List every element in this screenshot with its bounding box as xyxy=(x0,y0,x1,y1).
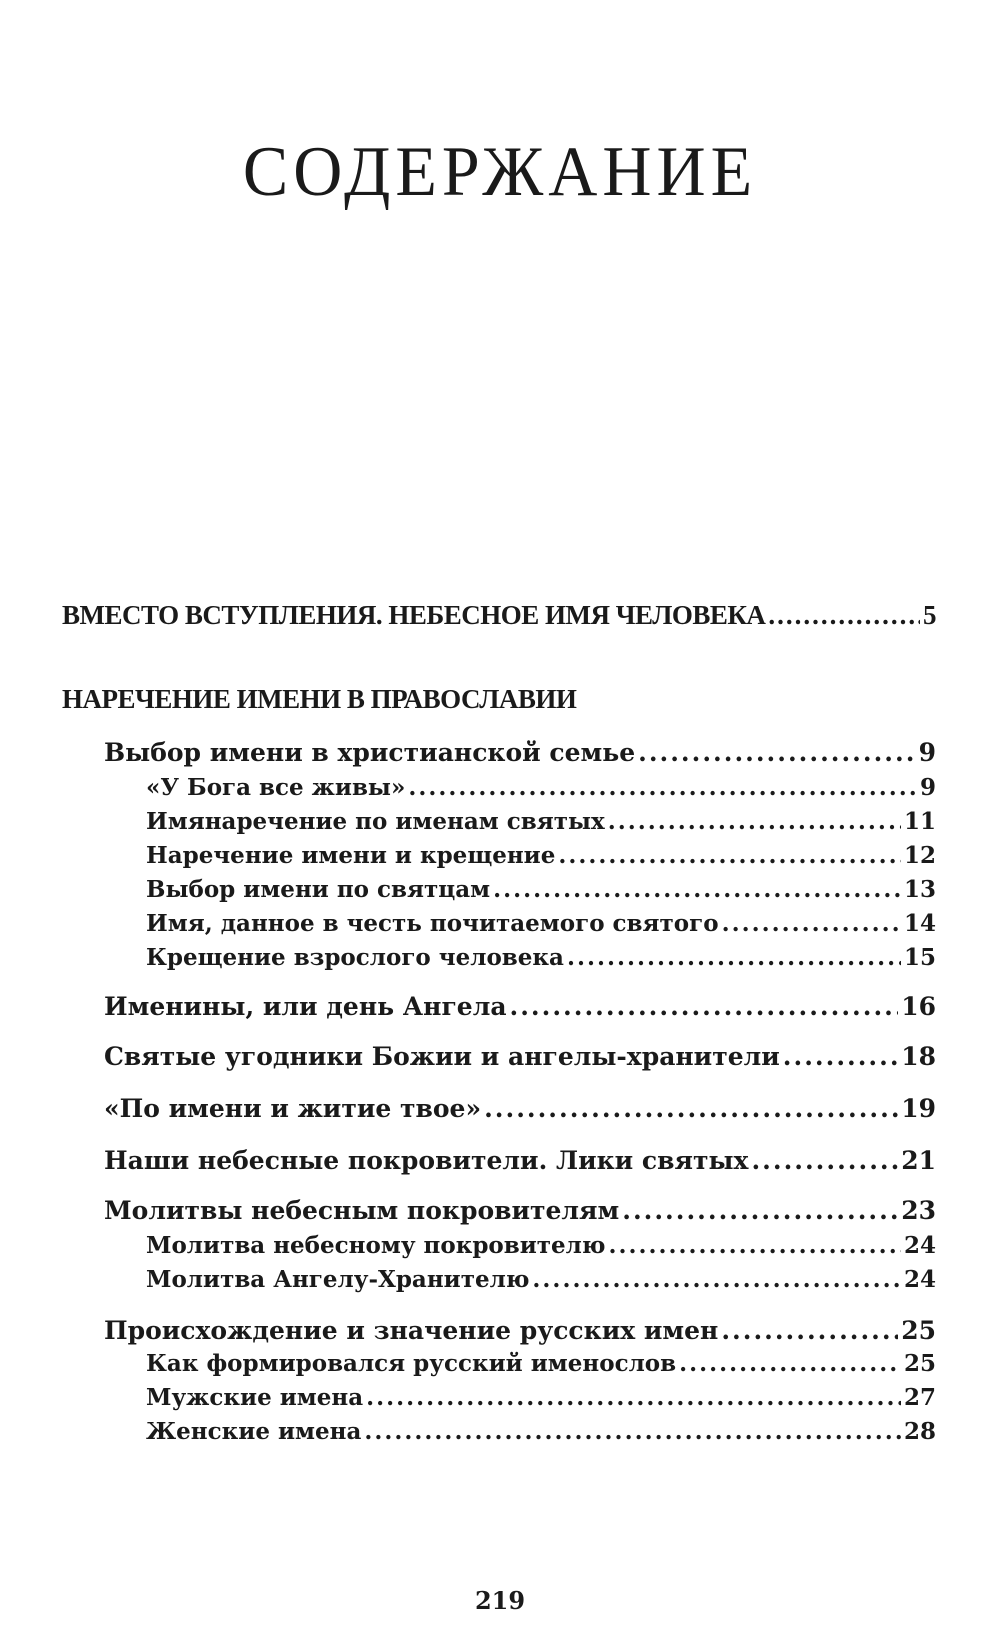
toc-entry-page: 24 xyxy=(903,1266,936,1293)
toc-entry-page: 28 xyxy=(903,1418,936,1445)
dot-leader xyxy=(558,842,901,869)
toc-entry-label: Как формировался русский именослов xyxy=(146,1350,677,1377)
toc-entry[interactable] xyxy=(146,1266,936,1293)
toc-entry-label: Молитва небесному покровителю xyxy=(146,1232,606,1259)
toc-entry-page: 9 xyxy=(919,774,936,801)
toc-entry[interactable] xyxy=(104,1196,936,1225)
toc-entry-page: 13 xyxy=(903,876,936,903)
toc-entry-label: Молитва Ангелу-Хранителю xyxy=(146,1266,530,1293)
dot-leader xyxy=(532,1266,901,1293)
dot-leader xyxy=(364,1418,901,1445)
dot-leader xyxy=(768,600,920,631)
dot-leader xyxy=(622,1196,898,1225)
toc-entry-page: 5 xyxy=(923,600,936,630)
toc-entry[interactable] xyxy=(146,842,936,869)
toc-entry-page: 11 xyxy=(903,808,936,835)
toc-entry-page: 27 xyxy=(903,1384,936,1411)
toc-entry[interactable] xyxy=(146,1232,936,1259)
dot-leader xyxy=(722,910,901,937)
section-heading: НАРЕЧЕНИЕ ИМЕНИ В ПРАВОСЛАВИИ xyxy=(62,684,577,714)
toc-entry-label: «У Бога все живы» xyxy=(146,774,406,801)
toc-entry-page: 24 xyxy=(903,1232,936,1259)
toc-entry-page: 23 xyxy=(901,1196,936,1225)
dot-leader xyxy=(679,1350,901,1377)
toc-entry[interactable] xyxy=(146,1350,936,1377)
toc-entry[interactable] xyxy=(104,1146,936,1175)
toc-entry-label: Молитвы небесным покровителям xyxy=(104,1196,620,1225)
toc-entry-label: Святые угодники Божии и ангелы-хранители xyxy=(104,1042,780,1071)
toc-entry[interactable] xyxy=(146,1418,936,1445)
dot-leader xyxy=(638,738,915,767)
toc-entry-page: 9 xyxy=(918,738,936,767)
toc-entry-label: Происхождение и значение русских имен xyxy=(104,1316,719,1345)
toc-entry-label: Именины, или день Ангела xyxy=(104,992,507,1021)
toc-entry-label: ВМЕСТО ВСТУПЛЕНИЯ. НЕБЕСНОЕ ИМЯ ЧЕЛОВЕКА xyxy=(62,600,766,630)
dot-leader xyxy=(366,1384,901,1411)
toc-entry-page: 14 xyxy=(903,910,936,937)
dot-leader xyxy=(721,1316,898,1345)
toc-entry-page: 15 xyxy=(903,944,936,971)
dot-leader xyxy=(608,808,901,835)
toc-entry-page: 18 xyxy=(901,1042,936,1071)
page-number: 219 xyxy=(474,1586,526,1615)
dot-leader xyxy=(493,876,901,903)
toc-entry-label: Женские имена xyxy=(146,1418,362,1445)
toc-entry-label: Выбор имени в христианской семье xyxy=(104,738,636,767)
dot-leader xyxy=(608,1232,901,1259)
toc-entry-page: 25 xyxy=(903,1350,936,1377)
toc-entry-label: «По имени и житие твое» xyxy=(104,1094,482,1123)
dot-leader xyxy=(484,1094,898,1123)
dot-leader xyxy=(751,1146,898,1175)
toc-entry-label: Имя, данное в честь почитаемого святого xyxy=(146,910,719,937)
toc-entry[interactable] xyxy=(104,738,936,767)
dot-leader xyxy=(783,1042,898,1071)
toc-entry-page: 12 xyxy=(903,842,936,869)
toc-entry-page: 16 xyxy=(901,992,936,1021)
dot-leader xyxy=(567,944,901,971)
toc-entry[interactable] xyxy=(104,1316,936,1345)
toc-entry-label: Выбор имени по святцам xyxy=(146,876,491,903)
toc-entry-label: Мужские имена xyxy=(146,1384,364,1411)
toc-entry-label: Наши небесные покровители. Лики святых xyxy=(104,1146,749,1175)
toc-entry-label: Крещение взрослого человека xyxy=(146,944,564,971)
toc-entry[interactable] xyxy=(146,774,936,801)
toc-entry[interactable] xyxy=(146,910,936,937)
toc-entry-label: Имянаречение по именам святых xyxy=(146,808,605,835)
page-title: СОДЕРЖАНИЕ xyxy=(242,130,758,211)
toc-entry[interactable] xyxy=(146,808,936,835)
toc-entry[interactable] xyxy=(146,876,936,903)
toc-entry-intro[interactable] xyxy=(62,600,936,631)
toc-entry-page: 21 xyxy=(901,1146,936,1175)
toc-entry-page: 25 xyxy=(901,1316,936,1345)
toc-entry[interactable] xyxy=(146,944,936,971)
toc-entry[interactable] xyxy=(104,992,936,1021)
toc-entry-label: Наречение имени и крещение xyxy=(146,842,556,869)
toc-entry[interactable] xyxy=(104,1094,936,1123)
toc-entry[interactable] xyxy=(146,1384,936,1411)
toc-entry[interactable] xyxy=(104,1042,936,1071)
toc-entry-page: 19 xyxy=(901,1094,936,1123)
dot-leader xyxy=(510,992,899,1021)
dot-leader xyxy=(408,774,917,801)
